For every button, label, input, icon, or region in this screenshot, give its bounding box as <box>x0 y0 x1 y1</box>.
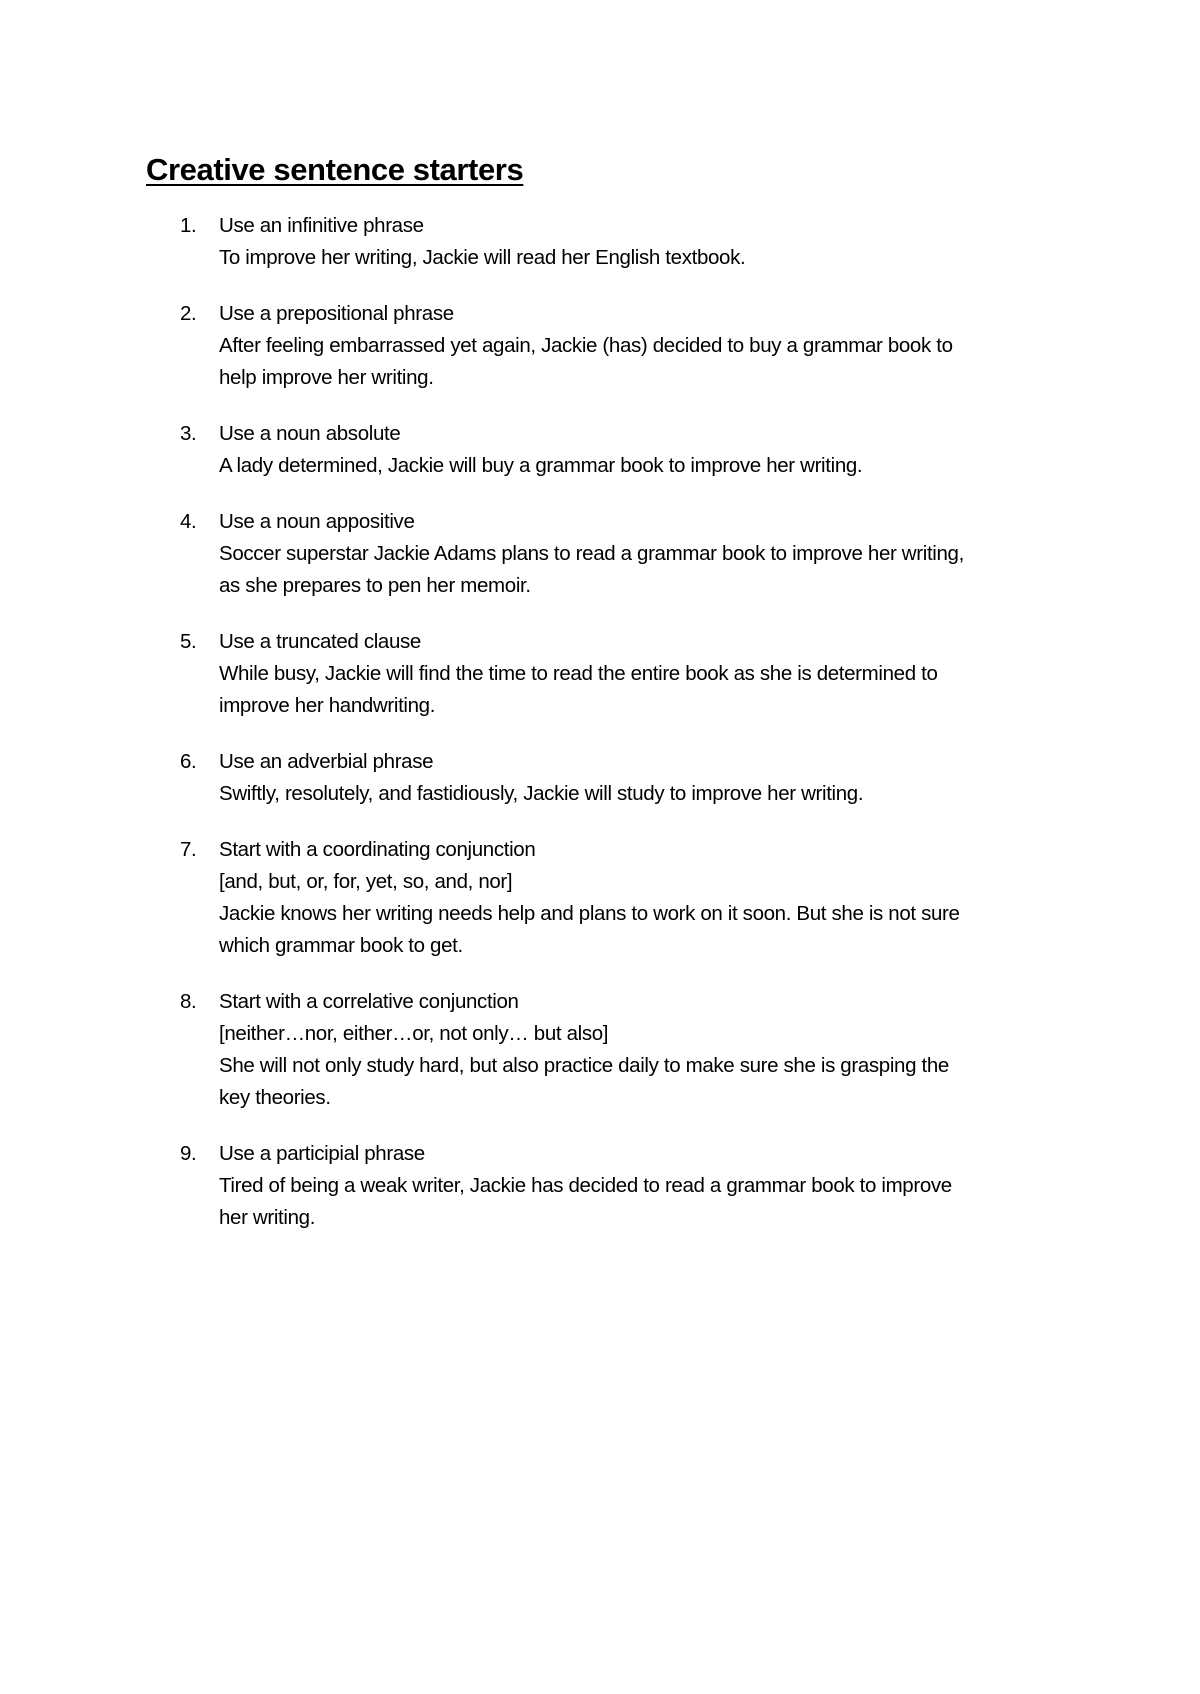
list-item-text-line: Swiftly, resolutely, and fastidiously, Jackie will study to improve her writing. <box>219 782 864 805</box>
list-item-text-line: A lady determined, Jackie will buy a grammar book to improve her writing. <box>219 454 863 477</box>
list-item-text-line: [neither…nor, either…or, not only… but also] <box>219 1022 609 1045</box>
list-item-text-line: [and, but, or, for, yet, so, and, nor] <box>219 870 513 893</box>
document-title: Creative sentence starters <box>146 152 524 187</box>
list-item-text-line: Soccer superstar Jackie Adams plans to read a grammar book to improve her writing, <box>219 542 964 565</box>
list-item-body <box>219 834 1069 962</box>
list-item-text-line: key theories. <box>219 1086 331 1109</box>
list-item-heading: Use a truncated clause <box>219 630 421 653</box>
list-item-text-line: which grammar book to get. <box>219 934 463 957</box>
list-item-number: 3. <box>180 422 197 445</box>
list-item-text-line: Jackie knows her writing needs help and plans to work on it soon. But she is not sure <box>219 902 960 925</box>
list-item-heading: Use a noun absolute <box>219 422 401 445</box>
list-item-body <box>219 418 1069 482</box>
list-item-heading: Use an adverbial phrase <box>219 750 434 773</box>
list-item-body <box>219 210 1069 274</box>
list-item-number: 9. <box>180 1142 197 1165</box>
list-item-text-line: While busy, Jackie will find the time to read the entire book as she is determined to <box>219 662 938 685</box>
list-item-text-line: Tired of being a weak writer, Jackie has decided to read a grammar book to improve <box>219 1174 952 1197</box>
list-item-body <box>219 746 1069 810</box>
list-item-body <box>219 1138 1069 1234</box>
list-item-heading: Use a participial phrase <box>219 1142 425 1165</box>
list-item-number: 1. <box>180 214 197 237</box>
list-item-text-line: her writing. <box>219 1206 316 1229</box>
list-item-heading: Use a prepositional phrase <box>219 302 454 325</box>
list-item-number: 2. <box>180 302 197 325</box>
list-item-text-line: She will not only study hard, but also practice daily to make sure she is grasping the <box>219 1054 949 1077</box>
list-item-number: 5. <box>180 630 197 653</box>
list-item-text-line: After feeling embarrassed yet again, Jackie (has) decided to buy a grammar book to <box>219 334 953 357</box>
list-item-heading: Use an infinitive phrase <box>219 214 424 237</box>
list-item-heading: Use a noun appositive <box>219 510 415 533</box>
list-item-number: 7. <box>180 838 197 861</box>
list-item-body <box>219 626 1069 722</box>
list-item-text-line: as she prepares to pen her memoir. <box>219 574 531 597</box>
list-item-body <box>219 298 1069 394</box>
list-item-number: 8. <box>180 990 197 1013</box>
list-item-number: 6. <box>180 750 197 773</box>
list-item-number: 4. <box>180 510 197 533</box>
list-item-heading: Start with a correlative conjunction <box>219 990 519 1013</box>
list-item-heading: Start with a coordinating conjunction <box>219 838 536 861</box>
list-item-body <box>219 986 1069 1114</box>
list-item-body <box>219 506 1069 602</box>
list-item-text-line: improve her handwriting. <box>219 694 436 717</box>
list-item-text-line: help improve her writing. <box>219 366 434 389</box>
list-item-text-line: To improve her writing, Jackie will read her English textbook. <box>219 246 746 269</box>
